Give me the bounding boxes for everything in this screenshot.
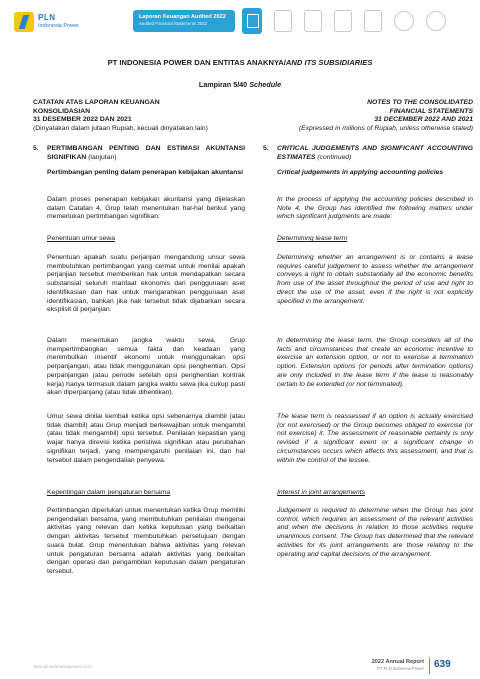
section-title: PERTIMBANGAN PENTING DAN ESTIMASI AKUNTANSI SIGNIFIKAN bbox=[47, 145, 245, 161]
currency-note-en: (Expressed in millions of Rupiah, unless otherwise stated) bbox=[298, 125, 473, 132]
notes-heading-line2: KONSOLIDASIAN bbox=[33, 107, 91, 115]
footer-report-sub: PT PLN Indonesia Power bbox=[377, 666, 424, 671]
report-title: Laporan Keuangan Audited 2022 bbox=[139, 14, 226, 20]
notes-heading-en-line2: FINANCIAL STATEMENTS bbox=[389, 107, 473, 115]
intro-paragraph-id: Dalam proses penerapan kebijakan akuntansi yang dijelaskan dalam Catatan 4, Grup telah menentukan hal-hal berikut yang memerlukan pertimbangan signifikan: bbox=[47, 196, 245, 221]
building-icon[interactable] bbox=[274, 10, 292, 32]
notes-heading-line1: CATATAN ATAS LAPORAN KEUANGAN bbox=[33, 99, 160, 106]
section-title-en: CRITICAL JUDGEMENTS AND SIGNIFICANT ACCOUNTING ESTIMATES bbox=[277, 145, 473, 161]
lease-paragraph-1-id: Penentuan apakah suatu perjanjian mengandung unsur sewa membutuhkan pertimbangan yang cermat untuk menilai apakah perjanjian tersebut memberikan hak untuk mendapatkan secara substansial seluruh manfaat ekonomis dari penggunaan aset identifikasian dan hak untuk mengarahkan penggunaan aset identifikasian, bahkan jika hak tersebut tidak dijabarkan secara eksplisit di perjanjian. bbox=[47, 254, 245, 314]
globe-icon[interactable] bbox=[426, 11, 446, 31]
lease-term-heading-en: Determining lease term bbox=[277, 235, 348, 242]
notes-heading-line3: 31 DESEMBER 2022 DAN 2021 bbox=[33, 116, 132, 124]
footer-divider bbox=[429, 658, 430, 674]
intro-paragraph-en: In the process of applying the accounting policies described in Note 4, the Group has identified the following matters under which significant judgments are made: bbox=[277, 196, 473, 221]
footer-url[interactable]: www.plnindonesiapower.co.id bbox=[33, 664, 92, 669]
page-number: 639 bbox=[434, 659, 451, 670]
notes-heading-id bbox=[33, 99, 245, 125]
subsection-title-en: Critical judgements in applying accounting policies bbox=[277, 169, 444, 176]
report-title-badge[interactable] bbox=[133, 10, 235, 32]
pln-logo[interactable] bbox=[14, 12, 79, 32]
logo-sub: Indonesia Power bbox=[38, 23, 79, 29]
logo-brand: PLN bbox=[38, 13, 56, 22]
currency-note-id: (Dinyatakan dalam jutaan Rupiah, kecuali dinyatakan lain) bbox=[33, 125, 208, 132]
notes-heading-en-line3: 31 DECEMBER 2022 AND 2021 bbox=[374, 116, 473, 124]
schedule-label bbox=[0, 80, 480, 89]
section-nav bbox=[242, 8, 458, 34]
lease-paragraph-3-id: Umur sewa dinilai kembali ketika opsi sebenarnya diambil (atau tidak diambil) atau Grup menjadi berkewajiban untuk mengambil (atau tidak mengambil) opsi tersebut. Penilaian kepastian yang wajar hanya direvisi ketika peristiwa signifikan atau perubahan signifikan terjadi, yang mempengaruhi penilaian ini, dan hal tersebut dalam pengendalian penyewa. bbox=[47, 413, 245, 464]
factory-icon[interactable] bbox=[334, 10, 352, 32]
notes-heading-en-line1: NOTES TO THE CONSOLIDATED bbox=[367, 99, 473, 106]
joint-arrangement-heading-en: Interest in joint arrangements bbox=[277, 489, 366, 496]
footer-report-label bbox=[368, 659, 424, 672]
tower-icon[interactable] bbox=[304, 10, 322, 32]
company-name: PT INDONESIA POWER DAN ENTITAS ANAKNYA/ bbox=[107, 58, 286, 67]
notes-heading-en bbox=[263, 99, 473, 125]
lease-paragraph-2-en: In determining the lease term, the Group considers all of the facts and circumstances that create an economic incentive to exercise an extension option, or not to exercise a termination option. Extension options (or periods after termination options) are only included in the lease term if the lease is reasonably certain to be extended (or not terminated). bbox=[277, 337, 473, 388]
section-heading-id bbox=[33, 145, 245, 162]
report-subtitle: Audited Financial Statements 2022 bbox=[139, 21, 208, 26]
lease-term-heading-id: Penentuan umur sewa bbox=[47, 235, 116, 242]
lease-paragraph-2-id: Dalam menentukan jangka waktu sewa, Grup mempertimbangkan semua fakta dan keadaan yang menimbulkan insentif ekonomi untuk menggunakan opsi perpanjangan, atau tidak menggunakan opsi penghentian. Opsi perpanjangan (atau periode setelah opsi penghentian kontrak kerja) hanya termasuk dalam jangka waktu sewa jika cukup pasti akan diperpanjang (atau tidak dihentikan). bbox=[47, 337, 245, 397]
lease-paragraph-1-en: Determining whether an arrangement is or contains a lease requires careful judgement to assess whether the arrangement conveys a right to obtain substantially all the economic benefits from use of the asset throughout the period of use and right to direct the use of the asset, even if the right is not explicitly specified in the arrangement. bbox=[277, 254, 473, 305]
section-heading-en bbox=[263, 145, 473, 162]
pln-logo-icon bbox=[14, 12, 34, 32]
section-continued: (lanjutan) bbox=[86, 153, 117, 161]
financial-report-icon[interactable] bbox=[242, 8, 262, 34]
subsection-title-id: Pertimbangan penting dalam penerapan kebijakan akuntansi bbox=[47, 169, 244, 176]
joint-arrangement-heading-id: Kepentingan dalam pengaturan bersama bbox=[47, 489, 171, 496]
footer-report-title: 2022 Annual Report bbox=[371, 659, 424, 665]
section-continued-en: (continued) bbox=[315, 153, 352, 161]
lampiran-text: Lampiran 5/40 bbox=[198, 80, 250, 89]
lease-paragraph-3-en: The lease term is reassessed if an option is actually exercised (or not exercised) or the Group becomes obliged to exercise (or not exercise) it. The assessment of reasonable certainty is only revised if a significant event or a significant change in circumstances occurs which affects this assessment, and that is within the control of the lessee. bbox=[277, 413, 473, 464]
section-number: 5. bbox=[33, 145, 39, 152]
section-number-en: 5. bbox=[263, 145, 269, 152]
pln-logo-text bbox=[38, 14, 79, 30]
joint-arrangement-paragraph-id: Pertimbangan diperlukan untuk menentukan ketika Grup memiliki pengendalian bersama, yang membutuhkan penilaian mengenai aktivitas yang relevan dan ketika keputusan yang berkaitan dengan aktivitas tersebut membutuhkan persetujuan dengan suara bulat. Grup menentukan bahwa aktivitas yang relevan untuk pengaturan bersama adalah aktivitas yang berkaitan dengan operasi dan pengambilan keputusan dalam pengaturan tersebut. bbox=[47, 507, 245, 575]
shield-icon[interactable] bbox=[364, 10, 382, 32]
company-name-en: AND ITS SUBSIDIARIES bbox=[285, 58, 373, 67]
company-title bbox=[0, 58, 480, 67]
medal-icon[interactable] bbox=[394, 11, 414, 31]
header bbox=[0, 0, 480, 44]
joint-arrangement-paragraph-en: Judgement is required to determine when the Group has joint control, which requires an assessment of the relevant activities and when the decisions in relation to those activities require unanimous consent. The Group has determined that the relevant activities for its joint arrangements are those relating to the operating and capital decisions of the arrangement. bbox=[277, 507, 473, 558]
schedule-text: Schedule bbox=[249, 80, 282, 89]
